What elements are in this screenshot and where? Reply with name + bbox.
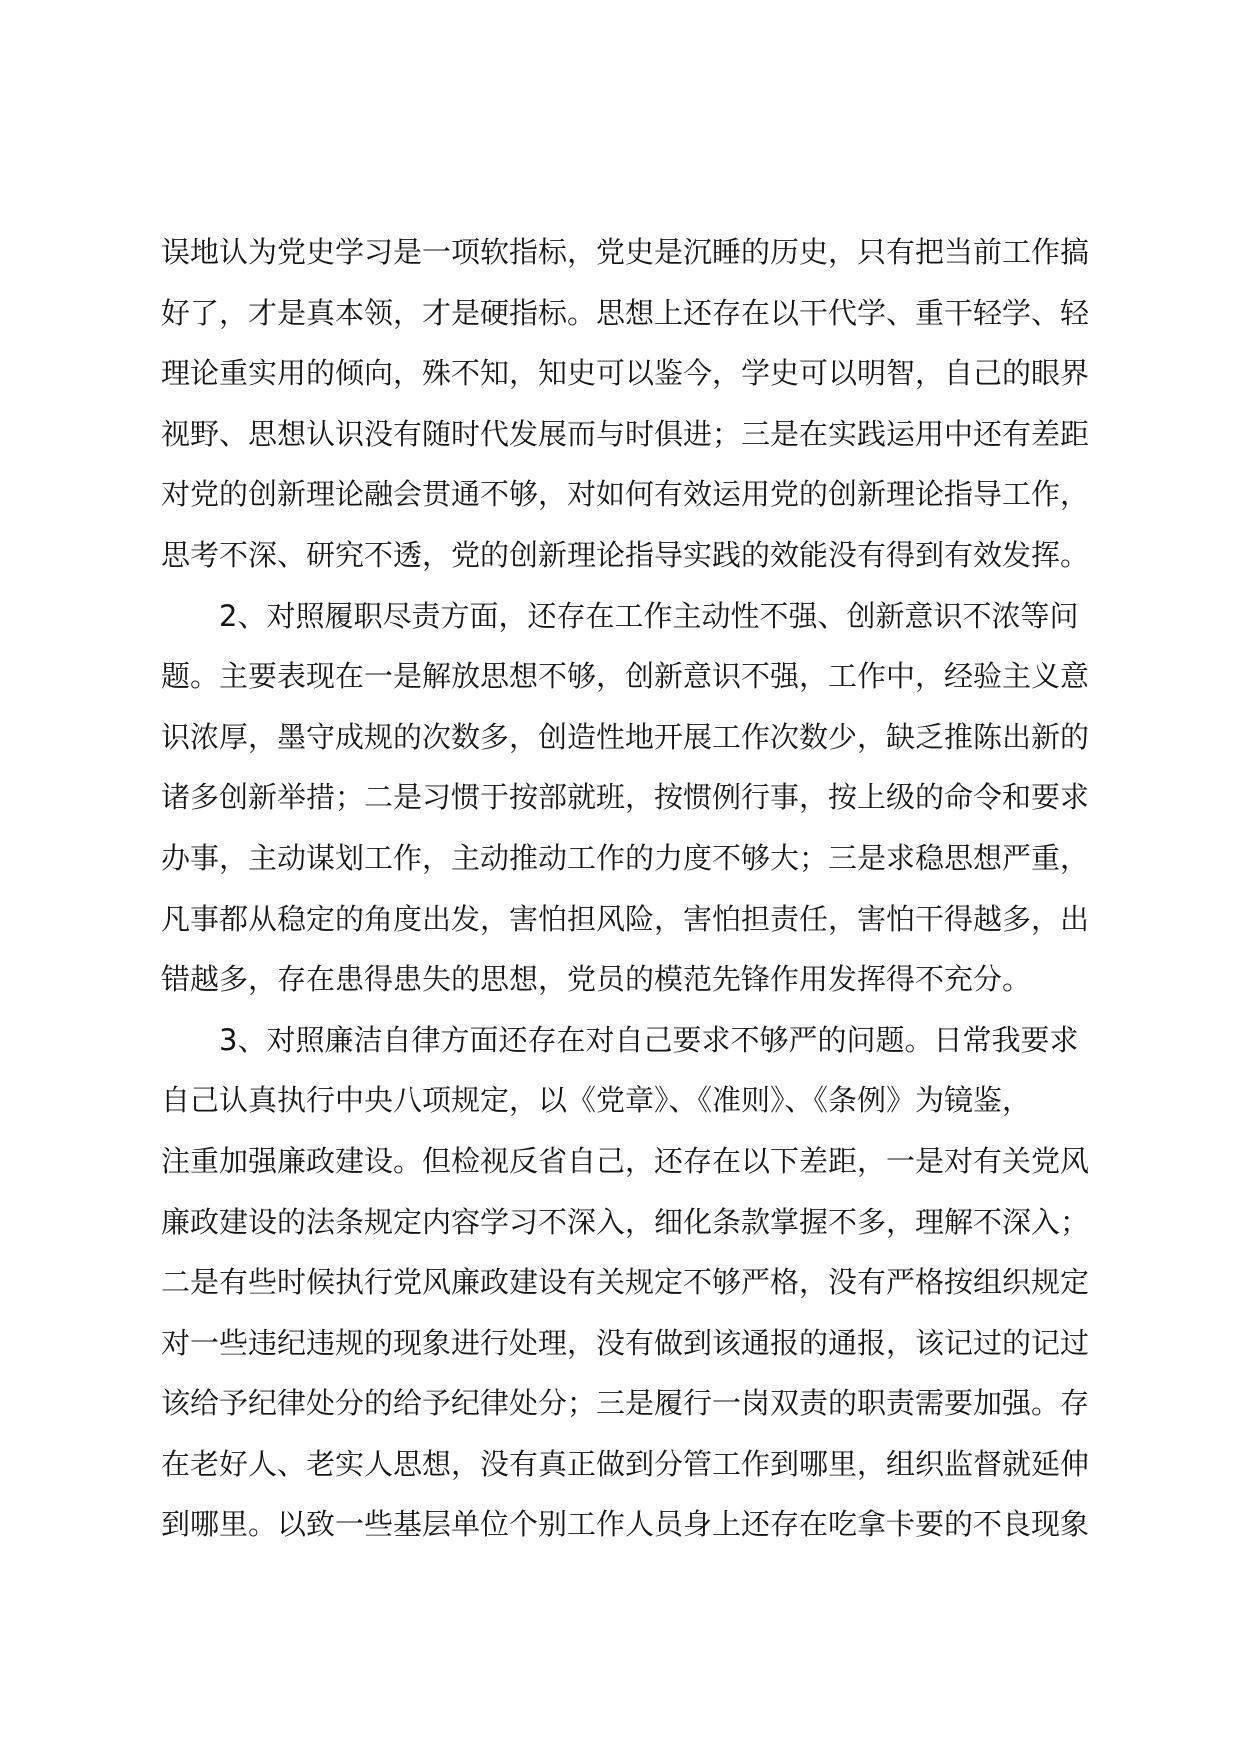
text-line: 凡事都从稳定的角度出发，害怕担风险，害怕担责任，害怕干得越多，出	[161, 901, 1090, 936]
text-line: 2、对照履职尽责方面，还存在工作主动性不强、创新意识不浓等问	[219, 598, 1079, 633]
text-line: 廉政建设的法条规定内容学习不深入，细化条款掌握不多，理解不深入；	[161, 1204, 1090, 1239]
text-line: 二是有些时候执行党风廉政建设有关规定不够严格，没有严格按组织规定	[161, 1265, 1090, 1300]
text-line: 3、对照廉洁自律方面还存在对自己要求不够严的问题。日常我要求	[219, 1022, 1079, 1057]
text-line: 自己认真执行中央八项规定，以《党章》、《准则》、《条例》为镜鉴，	[161, 1083, 1032, 1118]
text-line: 视野、思想认识没有随时代发展而与时俱进；三是在实践运用中还有差距	[161, 416, 1090, 451]
body-text	[161, 222, 1091, 1555]
text-line: 识浓厚，墨守成规的次数多，创造性地开展工作次数少，缺乏推陈出新的	[161, 719, 1090, 754]
text-line: 好了，才是真本领，才是硬指标。思想上还存在以干代学、重干轻学、轻	[161, 295, 1090, 330]
text-line: 误地认为党史学习是一项软指标，党史是沉睡的历史，只有把当前工作搞	[161, 235, 1090, 269]
text-line: 该给予纪律处分的给予纪律处分；三是履行一岗双责的职责需要加强。存	[161, 1386, 1090, 1421]
text-line: 思考不深、研究不透，党的创新理论指导实践的效能没有得到有效发挥。	[161, 537, 1090, 572]
text-line: 对一些违纪违规的现象进行处理，没有做到该通报的通报，该记过的记过	[161, 1325, 1090, 1360]
text-line: 注重加强廉政建设。但检视反省自己，还存在以下差距，一是对有关党风	[161, 1143, 1090, 1178]
text-line: 理论重实用的倾向，殊不知，知史可以鉴今，学史可以明智，自己的眼界	[161, 356, 1090, 391]
text-line: 题。主要表现在一是解放思想不够，创新意识不强，工作中，经验主义意	[161, 659, 1090, 694]
text-line: 到哪里。以致一些基层单位个别工作人员身上还存在吃拿卡要的不良现象	[161, 1507, 1090, 1542]
text-line: 对党的创新理论融会贯通不够，对如何有效运用党的创新理论指导工作，	[161, 477, 1090, 512]
text-line: 办事，主动谋划工作，主动推动工作的力度不够大；三是求稳思想严重，	[161, 840, 1090, 875]
text-line: 诸多创新举措；二是习惯于按部就班，按惯例行事，按上级的命令和要求	[161, 780, 1090, 815]
text-line: 错越多，存在患得患失的思想，党员的模范先锋作用发挥得不充分。	[161, 962, 1032, 997]
text-line: 在老好人、老实人思想，没有真正做到分管工作到哪里，组织监督就延伸	[161, 1446, 1090, 1481]
